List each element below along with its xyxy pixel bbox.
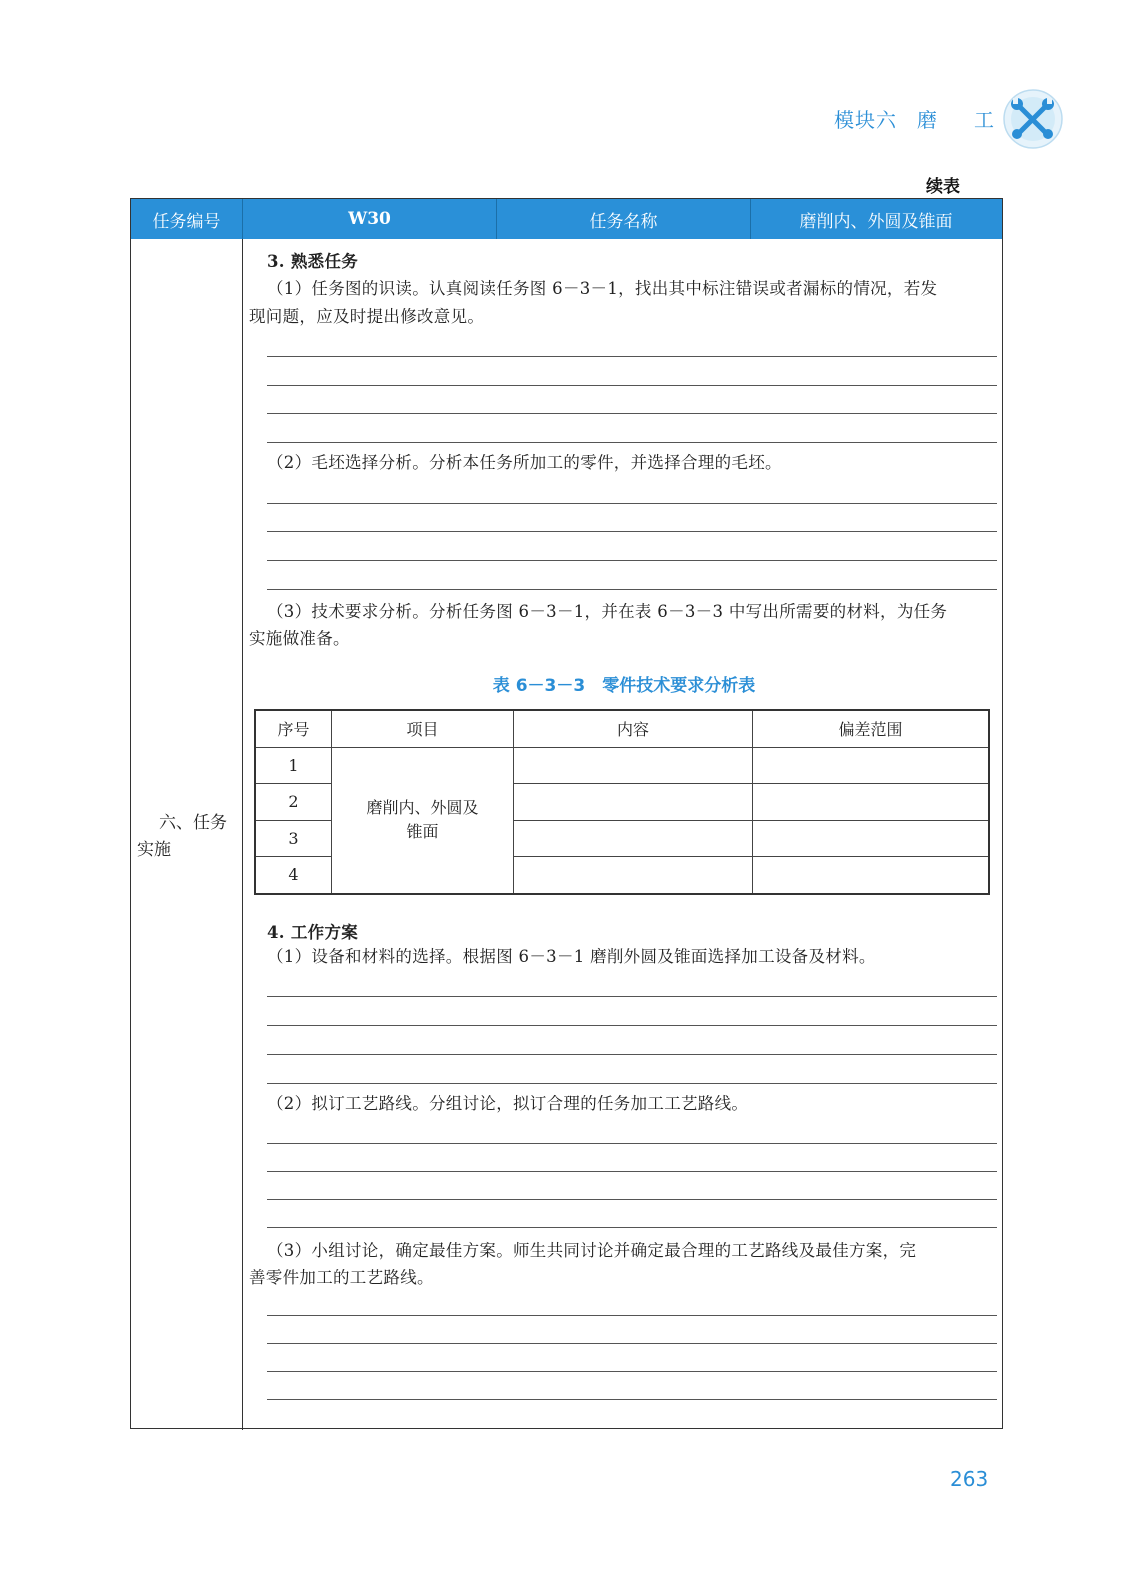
project-line1: 磨削内、外圆及 bbox=[366, 798, 479, 817]
section4-item1: （1）设备和材料的选择。根据图 6－3－1 磨削外圆及锥面选择加工设备及材料。 bbox=[267, 947, 876, 966]
section3-item2: （2）毛坯选择分析。分析本任务所加工的零件，并选择合理的毛坯。 bbox=[267, 453, 782, 472]
write-line bbox=[267, 1343, 997, 1344]
analysis-table bbox=[254, 709, 990, 895]
tolerance-cell[interactable] bbox=[753, 820, 990, 857]
write-line bbox=[267, 1171, 997, 1172]
side-label-line2: 实施 bbox=[137, 840, 171, 860]
tolerance-cell[interactable] bbox=[753, 857, 990, 894]
write-line bbox=[267, 1315, 997, 1316]
write-line bbox=[267, 1054, 997, 1055]
tolerance-cell[interactable] bbox=[753, 784, 990, 821]
wrench-logo-icon bbox=[1002, 88, 1064, 150]
running-header bbox=[834, 104, 995, 133]
project-line2: 锥面 bbox=[406, 822, 439, 841]
col-header-project: 项目 bbox=[332, 710, 514, 747]
row-index: 4 bbox=[255, 857, 332, 894]
task-table bbox=[130, 198, 1003, 1429]
content-cell[interactable] bbox=[514, 747, 753, 784]
write-line bbox=[267, 356, 997, 357]
write-line bbox=[267, 1199, 997, 1200]
project-cell bbox=[332, 747, 514, 894]
task-code-label: 任务编号 bbox=[131, 199, 243, 239]
module-title: 模块六 bbox=[834, 108, 897, 132]
col-header-tolerance: 偏差范围 bbox=[753, 710, 990, 747]
section4-item3-line1: （3）小组讨论，确定最佳方案。师生共同讨论并确定最合理的工艺路线及最佳方案，完 bbox=[267, 1241, 917, 1260]
page-number: 263 bbox=[950, 1467, 989, 1491]
column-divider bbox=[242, 239, 243, 1430]
row-index: 2 bbox=[255, 784, 332, 821]
section3-item1-line1: （1）任务图的识读。认真阅读任务图 6－3－1，找出其中标注错误或者漏标的情况，若发 bbox=[267, 279, 938, 298]
table-header-row bbox=[255, 710, 989, 747]
write-line bbox=[267, 413, 997, 414]
write-line bbox=[267, 1083, 997, 1084]
write-line bbox=[267, 1399, 997, 1400]
section-side-label bbox=[137, 810, 237, 864]
section3-item3-line1: （3）技术要求分析。分析任务图 6－3－1，并在表 6－3－3 中写出所需要的材料，为任务 bbox=[267, 602, 948, 621]
write-line bbox=[267, 385, 997, 386]
section4-item3-line2: 善零件加工的工艺路线。 bbox=[249, 1268, 434, 1287]
section3-item1-line2: 现问题，应及时提出修改意见。 bbox=[249, 307, 485, 326]
write-line bbox=[267, 442, 997, 443]
task-header-row bbox=[131, 199, 1002, 239]
col-header-content: 内容 bbox=[514, 710, 753, 747]
table-caption: 表 6－3－3 零件技术要求分析表 bbox=[492, 676, 756, 696]
section3-item3-line2: 实施做准备。 bbox=[249, 629, 350, 648]
tolerance-cell[interactable] bbox=[753, 747, 990, 784]
task-name-value: 磨削内、外圆及锥面 bbox=[799, 211, 953, 232]
write-line bbox=[267, 531, 997, 532]
write-line bbox=[267, 996, 997, 997]
write-line bbox=[267, 589, 997, 590]
row-index: 3 bbox=[255, 820, 332, 857]
chapter-char-a: 磨 bbox=[917, 108, 938, 132]
task-code-value: W30 bbox=[243, 199, 497, 239]
chapter-char-b: 工 bbox=[974, 108, 995, 132]
section4-title: 4. 工作方案 bbox=[267, 923, 359, 942]
write-line bbox=[267, 1025, 997, 1026]
content-cell[interactable] bbox=[514, 784, 753, 821]
content-cell[interactable] bbox=[514, 820, 753, 857]
table-row bbox=[255, 747, 989, 784]
section3-title: 3. 熟悉任务 bbox=[267, 252, 359, 271]
col-header-index: 序号 bbox=[255, 710, 332, 747]
write-line bbox=[267, 1371, 997, 1372]
write-line bbox=[267, 503, 997, 504]
write-line bbox=[267, 1143, 997, 1144]
section4-item2: （2）拟订工艺路线。分组讨论，拟订合理的任务加工工艺路线。 bbox=[267, 1094, 749, 1113]
row-index: 1 bbox=[255, 747, 332, 784]
write-line bbox=[267, 1227, 997, 1228]
side-label-line1: 六、任务 bbox=[159, 813, 227, 833]
continued-label: 续表 bbox=[926, 177, 960, 197]
task-name-label: 任务名称 bbox=[497, 199, 751, 239]
content-cell[interactable] bbox=[514, 857, 753, 894]
write-line bbox=[267, 560, 997, 561]
